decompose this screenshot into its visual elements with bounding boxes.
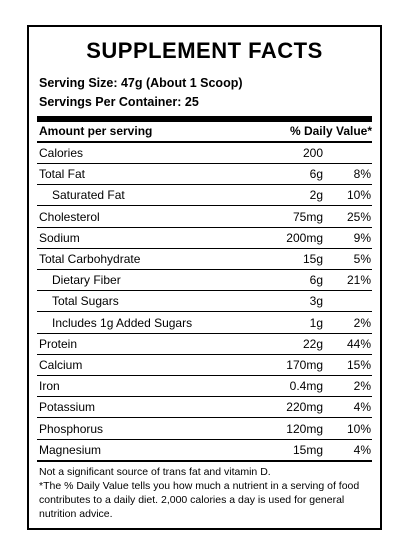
nutrient-amount: 22g: [302, 336, 323, 351]
daily-value-label: % Daily Value*: [289, 124, 372, 138]
nutrient-name: Calcium: [39, 358, 83, 372]
nutrient-amount: 2g: [309, 188, 323, 203]
nutrient-amount: 15mg: [292, 442, 323, 457]
nutrient-name: Potassium: [39, 400, 96, 415]
nutrient-amount: 3g: [309, 294, 323, 309]
nutrient-row: [37, 376, 372, 397]
thick-divider: [37, 116, 372, 122]
servings-per-container: Servings Per Container: 25: [39, 95, 199, 109]
nutrient-daily-value: 21%: [346, 273, 371, 288]
nutrient-daily-value: 10%: [346, 188, 371, 203]
nutrient-daily-value: 8%: [353, 167, 371, 182]
daily-value-footnote: *The % Daily Value tells you how much a nutrient in a serving of food contributes to a daily diet. 2,000 calories a day is used for general nutrition advice.: [39, 480, 360, 520]
nutrient-amount: 220mg: [286, 400, 323, 415]
column-header: [39, 124, 372, 138]
nutrient-name: Iron: [39, 379, 60, 394]
nutrient-daily-value: 4%: [353, 400, 371, 415]
nutrient-row: [37, 143, 372, 164]
nutrient-row: [37, 185, 372, 206]
supplement-facts-panel: [27, 25, 382, 530]
trans-fat-note: Not a significant source of trans fat and vitamin D.: [39, 466, 271, 478]
nutrient-amount: 1g: [309, 315, 323, 330]
nutrient-amount: 200mg: [286, 230, 323, 245]
nutrient-name: Sodium: [39, 230, 80, 245]
nutrient-amount: 0.4mg: [289, 379, 323, 394]
nutrient-name: Total Sugars: [52, 294, 119, 309]
nutrient-amount: 170mg: [286, 358, 323, 372]
nutrient-row: [37, 313, 372, 334]
nutrient-name: Total Carbohydrate: [39, 252, 141, 266]
nutrient-row: [37, 164, 372, 185]
nutrient-name: Calories: [39, 146, 84, 160]
nutrient-name: Cholesterol: [39, 209, 100, 224]
nutrient-daily-value: 2%: [353, 379, 371, 394]
nutrient-row: [37, 270, 372, 291]
nutrient-daily-value: 9%: [353, 230, 371, 245]
nutrient-amount: 120mg: [286, 421, 323, 436]
nutrient-daily-value: 25%: [346, 209, 371, 224]
nutrient-row: [37, 419, 372, 440]
panel-title: SUPPLEMENT FACTS: [86, 38, 323, 63]
nutrient-amount: 75mg: [292, 209, 323, 224]
serving-size: Serving Size: 47g (About 1 Scoop): [39, 76, 243, 90]
nutrient-daily-value: 2%: [353, 315, 371, 330]
nutrient-daily-value: 44%: [346, 336, 371, 351]
nutrient-name: Magnesium: [39, 442, 102, 457]
nutrient-row: [37, 440, 372, 461]
nutrient-amount: 200: [302, 146, 323, 160]
nutrient-row: [37, 291, 372, 312]
nutrient-row: [37, 228, 372, 249]
nutrient-daily-value: 4%: [353, 442, 371, 457]
nutrient-name: Includes 1g Added Sugars: [52, 315, 193, 330]
nutrient-daily-value: 5%: [353, 252, 371, 266]
nutrient-row: [37, 355, 372, 376]
nutrient-row: [37, 397, 372, 418]
nutrient-daily-value: 10%: [346, 421, 371, 436]
nutrient-amount: 6g: [309, 167, 323, 182]
bottom-divider: [37, 460, 372, 462]
nutrient-name: Total Fat: [39, 167, 86, 182]
nutrient-row: [37, 334, 372, 355]
nutrient-row: [37, 207, 372, 228]
nutrient-name: Dietary Fiber: [52, 273, 121, 288]
nutrient-amount: 15g: [302, 252, 323, 266]
nutrient-row: [37, 249, 372, 270]
nutrient-name: Phosphorus: [39, 421, 104, 436]
nutrient-daily-value: 15%: [346, 358, 371, 372]
amount-per-serving-label: Amount per serving: [39, 124, 153, 138]
nutrient-amount: 6g: [309, 273, 323, 288]
nutrient-name: Protein: [39, 336, 78, 351]
nutrient-name: Saturated Fat: [52, 188, 125, 203]
